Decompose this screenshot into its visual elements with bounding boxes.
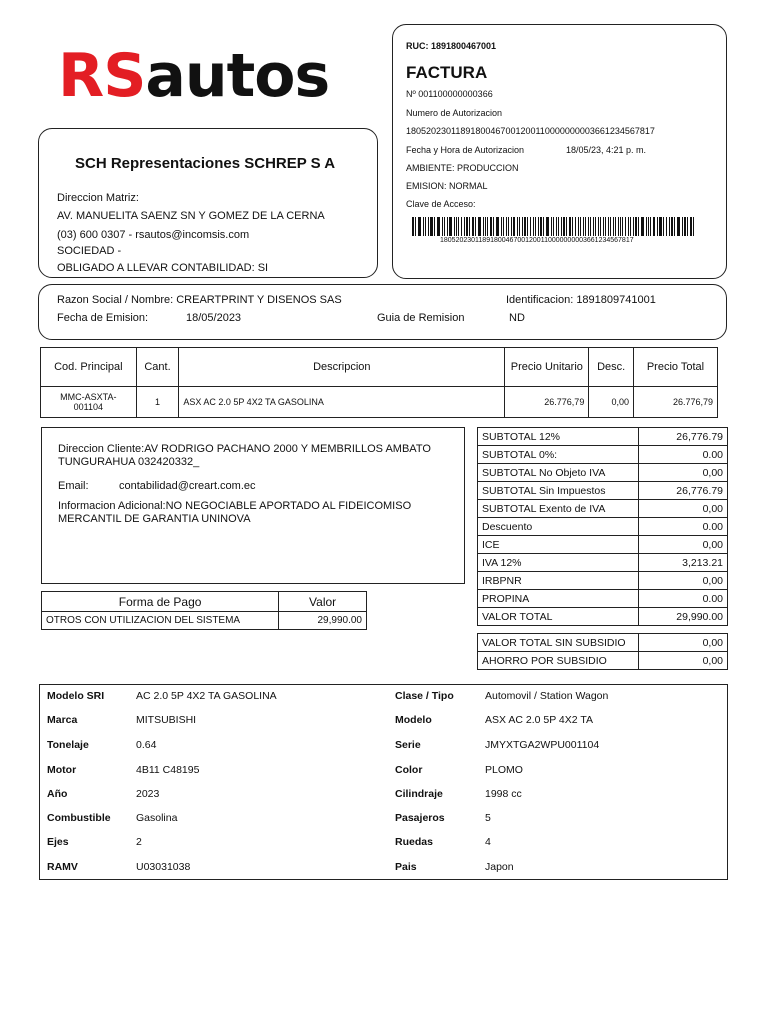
vehiculo-label: Pais bbox=[395, 861, 417, 873]
vehiculo-value: 2 bbox=[136, 836, 142, 848]
barcode-bar bbox=[572, 217, 573, 236]
forma-pago-table bbox=[41, 591, 367, 630]
direccion-cliente: Direccion Cliente:AV RODRIGO PACHANO 2000 Y MEMBRILLOS AMBATO bbox=[58, 443, 431, 455]
barcode-bar bbox=[610, 217, 611, 236]
vehiculo-value: 1998 cc bbox=[485, 788, 522, 800]
barcode-bar bbox=[437, 217, 440, 236]
col-descripcion: Descripcion bbox=[179, 348, 505, 387]
total-label: PROPINA bbox=[478, 590, 639, 608]
barcode-bar bbox=[653, 217, 655, 236]
item-descripcion: ASX AC 2.0 5P 4X2 TA GASOLINA bbox=[179, 387, 505, 418]
subsidio-table bbox=[477, 633, 728, 670]
vehiculo-label: Color bbox=[395, 764, 423, 776]
guia-value: ND bbox=[509, 312, 525, 324]
subsidio-label: AHORRO POR SUBSIDIO bbox=[478, 652, 639, 670]
barcode-bar bbox=[687, 217, 688, 236]
rsautos-logo bbox=[58, 48, 368, 108]
clave-label: Clave de Acceso: bbox=[406, 199, 476, 209]
barcode-bar bbox=[449, 217, 452, 236]
valor-header: Valor bbox=[279, 592, 367, 612]
barcode-bar bbox=[475, 217, 476, 236]
vehiculo-label: Ejes bbox=[47, 836, 69, 848]
barcode-bar bbox=[428, 217, 429, 236]
item-precio-unitario: 26.776,79 bbox=[505, 387, 589, 418]
barcode-bar bbox=[671, 217, 673, 236]
factura-box bbox=[392, 24, 727, 279]
address-label: Direccion Matriz: bbox=[57, 192, 139, 204]
table-row bbox=[478, 536, 728, 554]
total-value: 0.00 bbox=[639, 590, 728, 608]
total-value: 0.00 bbox=[639, 518, 728, 536]
barcode-bar bbox=[575, 217, 576, 236]
barcode-bar bbox=[666, 217, 667, 236]
emisor-box bbox=[38, 128, 378, 278]
table-row bbox=[478, 446, 728, 464]
barcode-bar bbox=[487, 217, 488, 236]
barcode-bar bbox=[580, 217, 581, 236]
vehiculo-value: Automovil / Station Wagon bbox=[485, 690, 609, 702]
table-row bbox=[478, 518, 728, 536]
barcode-bar bbox=[633, 217, 634, 236]
vehiculo-label: Clase / Tipo bbox=[395, 690, 454, 702]
barcode-bar bbox=[630, 217, 631, 236]
barcode-bar bbox=[628, 217, 629, 236]
col-cant: Cant. bbox=[136, 348, 179, 387]
info-adicional-1: Informacion Adicional:NO NEGOCIABLE APORTADO AL FIDEICOMISO bbox=[58, 500, 412, 512]
barcode-bar bbox=[434, 217, 435, 236]
total-label: SUBTOTAL 0%: bbox=[478, 446, 639, 464]
barcode-bar bbox=[553, 217, 554, 236]
barcode-bar bbox=[538, 217, 539, 236]
barcode-bar bbox=[603, 217, 604, 236]
vehiculo-label: RAMV bbox=[47, 861, 78, 873]
vehiculo-value: 0.64 bbox=[136, 739, 157, 751]
barcode-bar bbox=[598, 217, 599, 236]
barcode-icon bbox=[412, 217, 710, 236]
barcode-bar bbox=[556, 217, 557, 236]
item-precio-total: 26.776,79 bbox=[633, 387, 717, 418]
vehiculo-label: Tonelaje bbox=[47, 739, 89, 751]
barcode-bar bbox=[684, 217, 686, 236]
barcode-bar bbox=[501, 217, 502, 236]
barcode-bar bbox=[561, 217, 562, 236]
email-label: Email: bbox=[58, 480, 89, 492]
barcode-bar bbox=[566, 217, 567, 236]
barcode-bar bbox=[618, 217, 619, 236]
vehiculo-value: 2023 bbox=[136, 788, 160, 800]
barcode-bar bbox=[490, 217, 492, 236]
vehiculo-value: 4B11 C48195 bbox=[136, 764, 200, 776]
sociedad: SOCIEDAD - bbox=[57, 245, 122, 257]
barcode-bar bbox=[442, 217, 443, 236]
vehiculo-value: AC 2.0 5P 4X2 TA GASOLINA bbox=[136, 690, 277, 702]
barcode-bar bbox=[613, 217, 614, 236]
barcode-bar bbox=[519, 217, 520, 236]
barcode-bar bbox=[444, 217, 445, 236]
barcode-bar bbox=[641, 217, 644, 236]
barcode-bar bbox=[593, 217, 594, 236]
direccion-cliente-2: TUNGURAHUA 032420332_ bbox=[58, 456, 200, 468]
total-value: 26,776.79 bbox=[639, 482, 728, 500]
items-table bbox=[40, 347, 718, 418]
barcode-bar bbox=[563, 217, 565, 236]
ruc: RUC: 1891800467001 bbox=[406, 41, 497, 51]
barcode-bar bbox=[569, 217, 571, 236]
subsidio-label: VALOR TOTAL SIN SUBSIDIO bbox=[478, 634, 639, 652]
barcode-bar bbox=[493, 217, 494, 236]
total-value: 0.00 bbox=[639, 446, 728, 464]
email-value: contabilidad@creart.com.ec bbox=[119, 480, 256, 492]
barcode-bar bbox=[469, 217, 470, 236]
barcode-bar bbox=[524, 217, 526, 236]
barcode-bar bbox=[430, 217, 433, 236]
barcode-bar bbox=[506, 217, 507, 236]
barcode-bar bbox=[415, 217, 416, 236]
barcode-bar bbox=[533, 217, 534, 236]
barcode-bar bbox=[583, 217, 584, 236]
total-label: Descuento bbox=[478, 518, 639, 536]
contabilidad: OBLIGADO A LLEVAR CONTABILIDAD: SI bbox=[57, 262, 269, 274]
total-label: SUBTOTAL 12% bbox=[478, 428, 639, 446]
table-row bbox=[41, 387, 718, 418]
barcode-bar bbox=[690, 217, 692, 236]
table-row bbox=[478, 482, 728, 500]
table-row bbox=[478, 608, 728, 626]
vehiculo-label: Motor bbox=[47, 764, 77, 776]
total-value: 26,776.79 bbox=[639, 428, 728, 446]
barcode-bar bbox=[530, 217, 531, 236]
info-adicional-box bbox=[41, 427, 465, 584]
barcode-bar bbox=[615, 217, 616, 236]
vehiculo-label: Año bbox=[47, 788, 68, 800]
barcode-bar bbox=[517, 217, 518, 236]
total-label: SUBTOTAL Exento de IVA bbox=[478, 500, 639, 518]
subsidio-value: 0,00 bbox=[639, 652, 728, 670]
table-row bbox=[478, 652, 728, 670]
barcode-bar bbox=[540, 217, 542, 236]
info-adicional-2: MERCANTIL DE GARANTIA UNINOVA bbox=[58, 513, 251, 525]
barcode-bar bbox=[508, 217, 509, 236]
barcode-bar bbox=[456, 217, 457, 236]
vehiculo-label: Pasajeros bbox=[395, 812, 445, 824]
fecha-autorizacion: 18/05/23, 4:21 p. m. bbox=[566, 145, 647, 155]
autorizacion-number: 18052023011891800467001200110000000003661234567817 bbox=[406, 126, 655, 136]
col-cod-principal: Cod. Principal bbox=[41, 348, 137, 387]
barcode-bar bbox=[635, 217, 637, 236]
table-row bbox=[478, 572, 728, 590]
barcode-bar bbox=[693, 217, 694, 236]
phone-email: (03) 600 0307 - rsautos@incomsis.com bbox=[57, 229, 250, 241]
vehiculo-value: U03031038 bbox=[136, 861, 191, 873]
vehiculo-label: Modelo bbox=[395, 714, 432, 726]
barcode-bar bbox=[466, 217, 468, 236]
address: AV. MANUELITA SAENZ SN Y GOMEZ DE LA CERNA bbox=[57, 210, 325, 222]
vehiculo-label: Modelo SRI bbox=[47, 690, 105, 702]
identificacion: Identificacion: 1891809741001 bbox=[506, 294, 656, 306]
vehiculo-value: 4 bbox=[485, 836, 491, 848]
barcode-bar bbox=[648, 217, 649, 236]
factura-title: FACTURA bbox=[406, 63, 488, 82]
barcode-bar bbox=[638, 217, 639, 236]
total-label: VALOR TOTAL bbox=[478, 608, 639, 626]
item-cant: 1 bbox=[136, 387, 179, 418]
table-row bbox=[478, 464, 728, 482]
barcode-bar bbox=[511, 217, 512, 236]
barcode-bar bbox=[418, 217, 421, 236]
table-row bbox=[478, 634, 728, 652]
total-value: 0,00 bbox=[639, 500, 728, 518]
barcode-bar bbox=[620, 217, 621, 236]
total-label: SUBTOTAL No Objeto IVA bbox=[478, 464, 639, 482]
barcode-bar bbox=[650, 217, 651, 236]
barcode-bar bbox=[585, 217, 586, 236]
total-value: 3,213.21 bbox=[639, 554, 728, 572]
barcode-bar bbox=[588, 217, 589, 236]
vehiculo-label: Cilindraje bbox=[395, 788, 443, 800]
vehiculo-value: Gasolina bbox=[136, 812, 178, 824]
barcode-bar bbox=[472, 217, 474, 236]
table-row bbox=[42, 612, 367, 630]
barcode-bar bbox=[682, 217, 683, 236]
barcode-bar bbox=[535, 217, 536, 236]
vehiculo-label: Combustible bbox=[47, 812, 111, 824]
forma-pago-header: Forma de Pago bbox=[42, 592, 279, 612]
vehiculo-label: Serie bbox=[395, 739, 421, 751]
barcode-bar bbox=[558, 217, 559, 236]
barcode-bar bbox=[478, 217, 481, 236]
ambiente: AMBIENTE: PRODUCCION bbox=[406, 163, 519, 173]
emisor-name: SCH Representaciones SCHREP S A bbox=[75, 155, 336, 172]
vehiculo-value: MITSUBISHI bbox=[136, 714, 197, 726]
barcode-bar bbox=[546, 217, 549, 236]
razon-social: Razon Social / Nombre: CREARTPRINT Y DISENOS SAS bbox=[57, 294, 342, 306]
barcode-bar bbox=[485, 217, 486, 236]
barcode-bar bbox=[412, 217, 414, 236]
barcode-bar bbox=[513, 217, 515, 236]
barcode-bar bbox=[458, 217, 459, 236]
fecha-emision-label: Fecha de Emision: bbox=[57, 312, 149, 324]
barcode-bar bbox=[447, 217, 448, 236]
barcode-bar bbox=[657, 217, 658, 236]
barcode-bar bbox=[461, 217, 462, 236]
barcode-bar bbox=[659, 217, 662, 236]
table-row bbox=[478, 590, 728, 608]
barcode-bar bbox=[543, 217, 544, 236]
factura-numero: Nº 001100000000366 bbox=[406, 89, 493, 99]
barcode-bar bbox=[578, 217, 579, 236]
barcode-bar bbox=[590, 217, 591, 236]
svg-text:RSautos: RSautos bbox=[58, 48, 330, 108]
vehiculo-value: PLOMO bbox=[485, 764, 523, 776]
vehiculo-label: Marca bbox=[47, 714, 78, 726]
clave-acceso: 18052023011891800467001200110000000003661234567817 bbox=[440, 237, 634, 244]
col-precio-unitario: Precio Unitario bbox=[505, 348, 589, 387]
barcode-bar bbox=[496, 217, 499, 236]
total-value: 0,00 bbox=[639, 464, 728, 482]
barcode-bar bbox=[600, 217, 601, 236]
barcode-bar bbox=[464, 217, 465, 236]
table-row bbox=[478, 554, 728, 572]
barcode-bar bbox=[646, 217, 647, 236]
barcode-bar bbox=[669, 217, 670, 236]
total-label: IVA 12% bbox=[478, 554, 639, 572]
col-desc: Desc. bbox=[589, 348, 634, 387]
barcode-bar bbox=[425, 217, 426, 236]
total-value: 0,00 bbox=[639, 536, 728, 554]
pago-valor: 29,990.00 bbox=[279, 612, 367, 630]
vehiculo-value: 5 bbox=[485, 812, 491, 824]
guia-label: Guia de Remision bbox=[377, 312, 465, 324]
total-value: 29,990.00 bbox=[639, 608, 728, 626]
cliente-box bbox=[38, 284, 727, 340]
autorizacion-label: Numero de Autorizacion bbox=[406, 108, 503, 118]
barcode-bar bbox=[663, 217, 664, 236]
vehiculo-value: ASX AC 2.0 5P 4X2 TA bbox=[485, 714, 593, 726]
vehiculo-value: Japon bbox=[485, 861, 514, 873]
barcode-bar bbox=[677, 217, 680, 236]
barcode-bar bbox=[622, 217, 623, 236]
total-label: ICE bbox=[478, 536, 639, 554]
totales-table bbox=[477, 427, 728, 626]
item-descuento: 0,00 bbox=[589, 387, 634, 418]
items-header bbox=[41, 348, 718, 387]
table-row bbox=[478, 428, 728, 446]
barcode-bar bbox=[595, 217, 596, 236]
fecha-autorizacion-label: Fecha y Hora de Autorizacion bbox=[406, 145, 525, 155]
barcode-bar bbox=[483, 217, 484, 236]
col-precio-total: Precio Total bbox=[633, 348, 717, 387]
barcode-bar bbox=[608, 217, 609, 236]
barcode-bar bbox=[454, 217, 455, 236]
total-value: 0,00 bbox=[639, 572, 728, 590]
barcode-bar bbox=[605, 217, 606, 236]
total-label: IRBPNR bbox=[478, 572, 639, 590]
item-codigo: MMC-ASXTA- 001104 bbox=[41, 387, 137, 418]
vehiculo-box bbox=[39, 684, 728, 880]
total-label: SUBTOTAL Sin Impuestos bbox=[478, 482, 639, 500]
forma-pago-value: OTROS CON UTILIZACION DEL SISTEMA bbox=[42, 612, 279, 630]
barcode-bar bbox=[551, 217, 552, 236]
barcode-bar bbox=[522, 217, 523, 236]
barcode-bar bbox=[625, 217, 626, 236]
fecha-emision: 18/05/2023 bbox=[186, 312, 242, 324]
table-row bbox=[478, 500, 728, 518]
vehiculo-value: JMYXTGA2WPU001104 bbox=[485, 739, 600, 751]
vehiculo-label: Ruedas bbox=[395, 836, 433, 848]
barcode-bar bbox=[527, 217, 528, 236]
barcode-bar bbox=[423, 217, 424, 236]
emision: EMISION: NORMAL bbox=[406, 181, 488, 191]
subsidio-value: 0,00 bbox=[639, 634, 728, 652]
barcode-bar bbox=[674, 217, 675, 236]
barcode-bar bbox=[503, 217, 504, 236]
